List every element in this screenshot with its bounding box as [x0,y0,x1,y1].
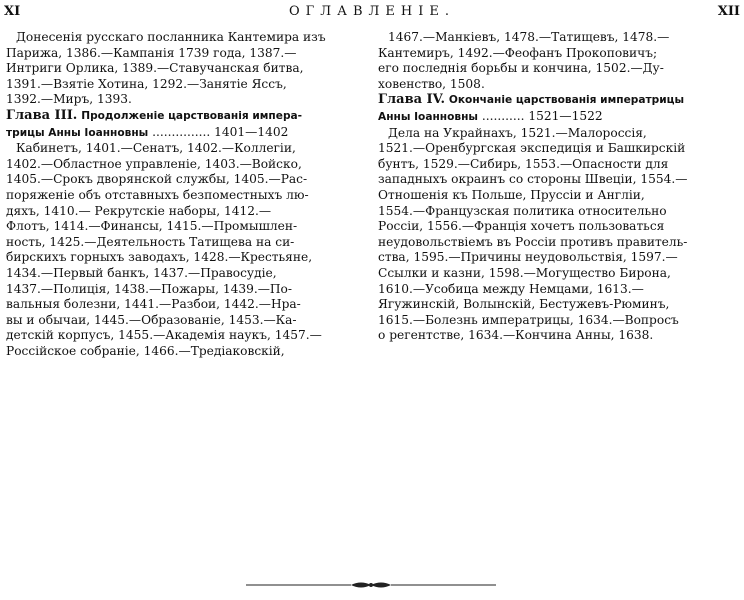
chapter-title: трицы Анны Іоанновны [6,126,149,139]
chapter-heading [6,108,356,125]
toc-line: Кабинетъ, 1401.—Сенатъ, 1402.—Коллегіи, [16,141,296,156]
right-column [378,30,740,344]
toc-line: бирскихъ горныхъ заводахъ, 1428.—Крестьяне, [6,250,313,265]
toc-line: Ягужинскій, Волынскій, Бестужевъ-Рюминъ, [378,297,670,312]
toc-line: 1392.—Миръ, 1393. [6,92,132,107]
toc-line: ства, 1595.—Причины неудовольствія, 1597.— [378,250,678,265]
chapter-label: Глава III. [6,107,78,123]
toc-line: 1554.—Французская политика относительно [378,203,667,218]
toc-line: 1610.—Усобица между Немцами, 1613.— [378,281,644,296]
ornament-divider [246,580,496,590]
toc-line: вы и обычаи, 1445.—Образованіе, 1453.—Ка- [6,312,297,327]
page-header [0,4,744,22]
toc-line: Отношенія къ Польше, Пруссіи и Англіи, [378,187,645,202]
toc-line: о регентстве, 1634.—Кончина Анны, 1638. [378,328,654,343]
toc-line: Парижа, 1386.—Кампанія 1739 года, 1387.— [6,45,297,60]
chapter-title: Анны Іоанновны [378,110,478,123]
page-number-right: XII [717,4,740,19]
chapter-pages: 1521—1522 [528,108,603,123]
chapter-heading-cont [6,125,356,142]
toc-line: ховенство, 1508. [378,76,485,91]
toc-line: 1615.—Болезнь императрицы, 1634.—Вопросъ [378,312,679,327]
chapter-pages: 1401—1402 [214,124,289,139]
toc-line: 1402.—Областное управленіе, 1403.—Войско, [6,156,302,171]
toc-line: 1434.—Первый банкъ, 1437.—Правосудіе, [6,265,277,280]
toc-line: 1405.—Срокъ дворянской службы, 1405.—Рас- [6,172,308,187]
toc-line: детскій корпусъ, 1455.—Академія наукъ, 1457.— [6,328,322,343]
chapter-label: Глава IV. [378,92,445,108]
toc-line: поряженіе объ отставныхъ безпоместныхъ лю- [6,187,309,202]
toc-line: Россійское собраніе, 1466.—Тредіаковскій, [6,343,285,358]
toc-line: Кантемиръ, 1492.—Феофанъ Прокоповичъ; [378,45,658,60]
toc-line: его последнія борьбы и кончина, 1502.—Ду- [378,61,664,76]
toc-line: Дела на Украйнахъ, 1521.—Малороссія, [388,125,647,140]
page-title: ОГЛАВЛЕНІЕ. [289,4,455,19]
toc-line: 1521.—Оренбургская экспедиція и Башкирскій [378,141,686,156]
chapter-title: Продолженіе царствованія импера- [81,109,303,122]
left-column [6,30,356,359]
toc-line: ность, 1425.—Деятельность Татищева на си- [6,234,295,249]
toc-line: вальныя болезни, 1441.—Разбои, 1442.—Нра- [6,297,301,312]
toc-line: Ссылки и казни, 1598.—Могущество Бирона, [378,265,671,280]
toc-line: Интриги Орлика, 1389.—Ставучанская битва, [6,61,304,76]
chapter-heading [378,92,740,109]
toc-line: Флотъ, 1414.—Финансы, 1415.—Промышлен- [6,219,298,234]
toc-line: Россіи, 1556.—Франція хочетъ пользоваться [378,219,665,234]
toc-line: 1467.—Манкіевъ, 1478.—Татищевъ, 1478.— [388,30,670,44]
chapter-heading-cont [378,109,740,126]
leader-dots: ............... [152,124,211,139]
toc-line: 1437.—Полиція, 1438.—Пожары, 1439.—По- [6,281,293,296]
chapter-title: Окончаніе царствованія императрицы [448,94,685,107]
toc-line: 1391.—Взятіе Хотина, 1292.—Занятіе Яссъ, [6,76,287,91]
toc-line: западныхъ окраинъ со стороны Швеціи, 1554.— [378,172,688,187]
toc-line: бунтъ, 1529.—Сибирь, 1553.—Опасности для [378,156,669,171]
page-number-left: XI [4,4,21,19]
toc-line: Донесенія русскаго посланника Кантемира изъ [16,30,326,44]
leader-dots: ........... [481,108,525,123]
toc-line: дяхъ, 1410.— Рекрутскіе наборы, 1412.— [6,203,272,218]
toc-line: неудовольствіемъ въ Россіи противъ правитель- [378,234,688,249]
